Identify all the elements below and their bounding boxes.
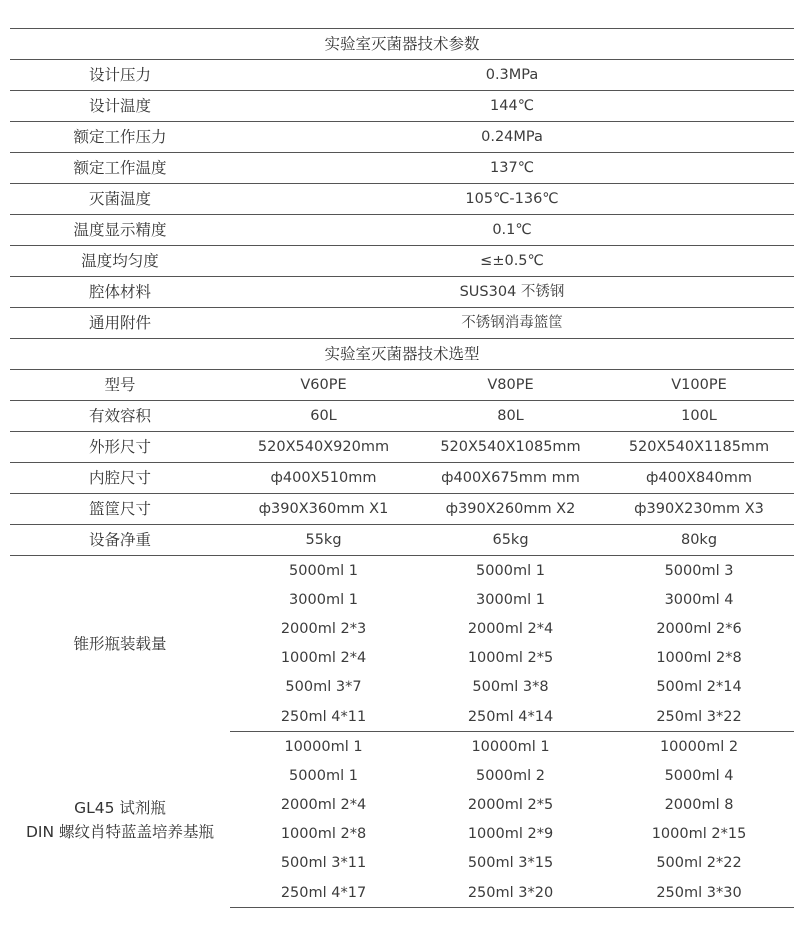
load-value: 500ml 2*14 — [656, 679, 742, 696]
model-value: V80PE — [417, 370, 604, 401]
model-row — [10, 525, 794, 556]
load-value: 250ml 4*17 — [230, 878, 417, 908]
param-value: 144℃ — [230, 91, 794, 122]
load-value: 2000ml 8 — [664, 797, 734, 814]
load-value: 250ml 3*20 — [417, 878, 604, 908]
param-row — [10, 277, 794, 308]
model-value: 520X540X1185mm — [604, 432, 794, 463]
load-value: 3000ml 1 — [476, 591, 545, 608]
model-label: 有效容积 — [10, 401, 230, 432]
param-label: 腔体材料 — [10, 277, 230, 308]
bottle-load-label — [10, 732, 230, 908]
spec-table — [10, 28, 794, 908]
spec-sheet — [10, 28, 794, 908]
model-row — [10, 494, 794, 525]
param-row — [10, 184, 794, 215]
load-value: 1000ml 2*8 — [280, 826, 367, 843]
load-value: 5000ml 4 — [664, 767, 734, 784]
flask-load-label: 锥形瓶装载量 — [73, 634, 167, 653]
load-value: 1000ml 2*15 — [651, 826, 747, 843]
model-value: ф390X260mm X2 — [417, 494, 604, 525]
model-row — [10, 432, 794, 463]
model-value: ф400X840mm — [604, 463, 794, 494]
model-label: 外形尺寸 — [10, 432, 230, 463]
param-value: 不锈钢消毒篮筐 — [230, 308, 794, 339]
load-value: 5000ml 1 — [289, 767, 358, 784]
load-value: 2000ml 2*5 — [467, 797, 554, 814]
load-value: 2000ml 2*4 — [280, 797, 367, 814]
model-value: ф400X510mm — [230, 463, 417, 494]
param-label: 温度均匀度 — [10, 246, 230, 277]
load-value: 1000ml 2*9 — [467, 826, 554, 843]
model-row — [10, 401, 794, 432]
load-value: 5000ml 2 — [476, 767, 545, 784]
model-label: 型号 — [10, 370, 230, 401]
load-value: 10000ml 2 — [659, 738, 739, 755]
param-label: 设计温度 — [10, 91, 230, 122]
load-value: 10000ml 1 — [284, 738, 363, 755]
model-label: 内腔尺寸 — [10, 463, 230, 494]
load-value: 3000ml 4 — [664, 591, 734, 608]
load-value: 2000ml 2*4 — [467, 620, 554, 637]
model-value: 55kg — [230, 525, 417, 556]
models-title: 实验室灭菌器技术选型 — [10, 339, 794, 370]
load-value: 1000ml 2*8 — [656, 650, 742, 667]
param-label: 通用附件 — [10, 308, 230, 339]
load-value: 2000ml 2*3 — [280, 620, 367, 637]
bottle-label-line2: DIN 螺纹肖特蓝盖培养基瓶 — [25, 822, 215, 841]
param-row — [10, 122, 794, 153]
model-row — [10, 463, 794, 494]
bottle-load-row — [10, 732, 794, 762]
param-value: 105℃-136℃ — [230, 184, 794, 215]
load-value: 500ml 3*8 — [472, 679, 549, 696]
model-value: 80L — [417, 401, 604, 432]
model-value: 80kg — [604, 525, 794, 556]
load-value: 2000ml 2*6 — [656, 620, 742, 637]
params-title-row — [10, 29, 794, 60]
param-label: 额定工作温度 — [10, 153, 230, 184]
param-value: SUS304 不锈钢 — [230, 277, 794, 308]
load-value: 10000ml 1 — [471, 738, 550, 755]
load-value: 250ml 3*30 — [604, 878, 794, 908]
model-label: 设备净重 — [10, 525, 230, 556]
param-row — [10, 153, 794, 184]
load-value: 500ml 2*22 — [656, 855, 742, 872]
model-value: ф400X675mm mm — [417, 463, 604, 494]
load-value: 250ml 3*22 — [604, 702, 794, 732]
load-value: 500ml 3*11 — [280, 855, 367, 872]
param-value: 0.24MPa — [230, 122, 794, 153]
load-value: 500ml 3*15 — [467, 855, 554, 872]
load-value: 1000ml 2*5 — [467, 650, 554, 667]
model-label: 篮筐尺寸 — [10, 494, 230, 525]
model-value: 100L — [604, 401, 794, 432]
param-row — [10, 60, 794, 91]
param-row — [10, 91, 794, 122]
param-row — [10, 215, 794, 246]
bottle-label-line1: GL45 试剂瓶 — [74, 798, 166, 817]
param-label: 额定工作压力 — [10, 122, 230, 153]
load-value: 5000ml 1 — [476, 562, 545, 579]
param-label: 温度显示精度 — [10, 215, 230, 246]
load-value: 5000ml 3 — [664, 562, 734, 579]
param-value: ≤±0.5℃ — [230, 246, 794, 277]
param-value: 137℃ — [230, 153, 794, 184]
model-value: V100PE — [604, 370, 794, 401]
load-value: 250ml 4*11 — [230, 702, 417, 732]
model-value: ф390X230mm X3 — [604, 494, 794, 525]
param-row — [10, 246, 794, 277]
param-value: 0.1℃ — [230, 215, 794, 246]
param-value: 0.3MPa — [230, 60, 794, 91]
param-row — [10, 308, 794, 339]
load-value: 5000ml 1 — [289, 562, 358, 579]
flask-load-row — [10, 556, 794, 586]
model-value: ф390X360mm X1 — [230, 494, 417, 525]
param-label: 灭菌温度 — [10, 184, 230, 215]
load-value: 1000ml 2*4 — [280, 650, 367, 667]
load-value: 500ml 3*7 — [285, 679, 362, 696]
model-value: 65kg — [417, 525, 604, 556]
model-value: V60PE — [230, 370, 417, 401]
load-value: 3000ml 1 — [289, 591, 358, 608]
model-value: 520X540X1085mm — [417, 432, 604, 463]
model-value: 60L — [230, 401, 417, 432]
load-value: 250ml 4*14 — [417, 702, 604, 732]
params-title: 实验室灭菌器技术参数 — [10, 29, 794, 60]
model-value: 520X540X920mm — [230, 432, 417, 463]
param-label: 设计压力 — [10, 60, 230, 91]
models-title-row — [10, 339, 794, 370]
model-row — [10, 370, 794, 401]
